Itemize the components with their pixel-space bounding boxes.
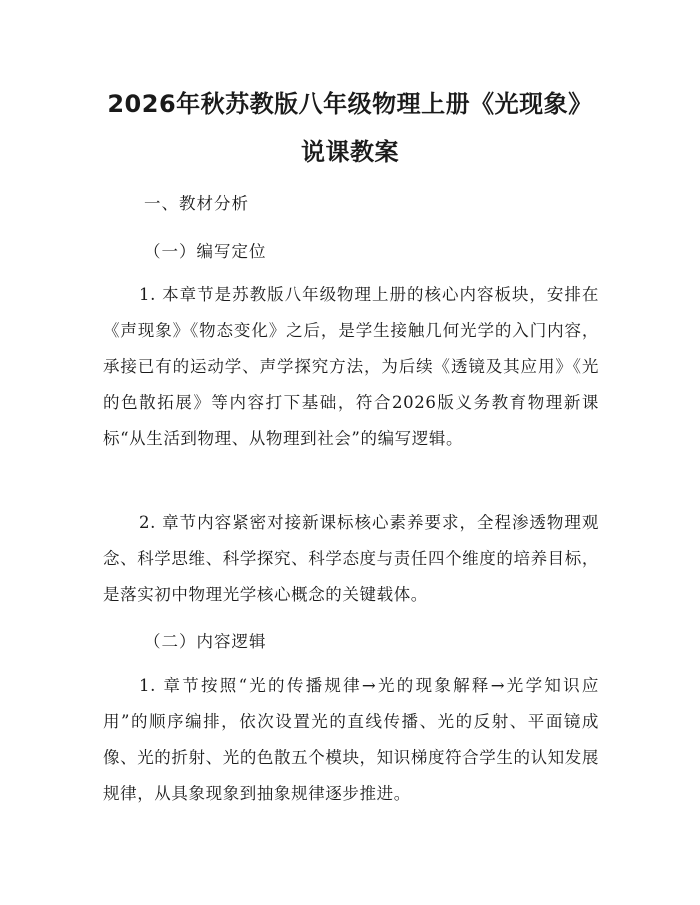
paragraph-positioning-1: 1. 本章节是苏教版八年级物理上册的核心内容板块，安排在《声现象》《物态变化》之后，是学生接触几何光学的入门内容，承接已有的运动学、声学探究方法，为后续《透镜及其应用》《光的色散拓展》等内容打下基础，符合2026版义务教育物理新课标“从生活到物理、从物理到社会”的编写逻辑。 [103, 285, 599, 448]
subsection-heading-content-logic: （二）内容逻辑 [144, 632, 267, 651]
document-subtitle: 说课教案 [301, 138, 399, 166]
paragraph-positioning-2: 2. 章节内容紧密对接新课标核心素养要求，全程渗透物理观念、科学思维、科学探究、科学态度与责任四个维度的培养目标，是落实初中物理光学核心概念的关键载体。 [103, 513, 599, 604]
paragraph-content-logic-1: 1. 章节按照“光的传播规律→光的现象解释→光学知识应用”的顺序编排，依次设置光的直线传播、光的反射、平面镜成像、光的折射、光的色散五个模块，知识梯度符合学生的认知发展规律，从具象现象到抽象规律逐步推进。 [103, 676, 599, 803]
subsection-heading-positioning: （一）编写定位 [144, 242, 267, 261]
document-title: 2026年秋苏教版八年级物理上册《光现象》 [107, 90, 593, 118]
section-heading-teaching-material: 一、教材分析 [144, 194, 249, 213]
